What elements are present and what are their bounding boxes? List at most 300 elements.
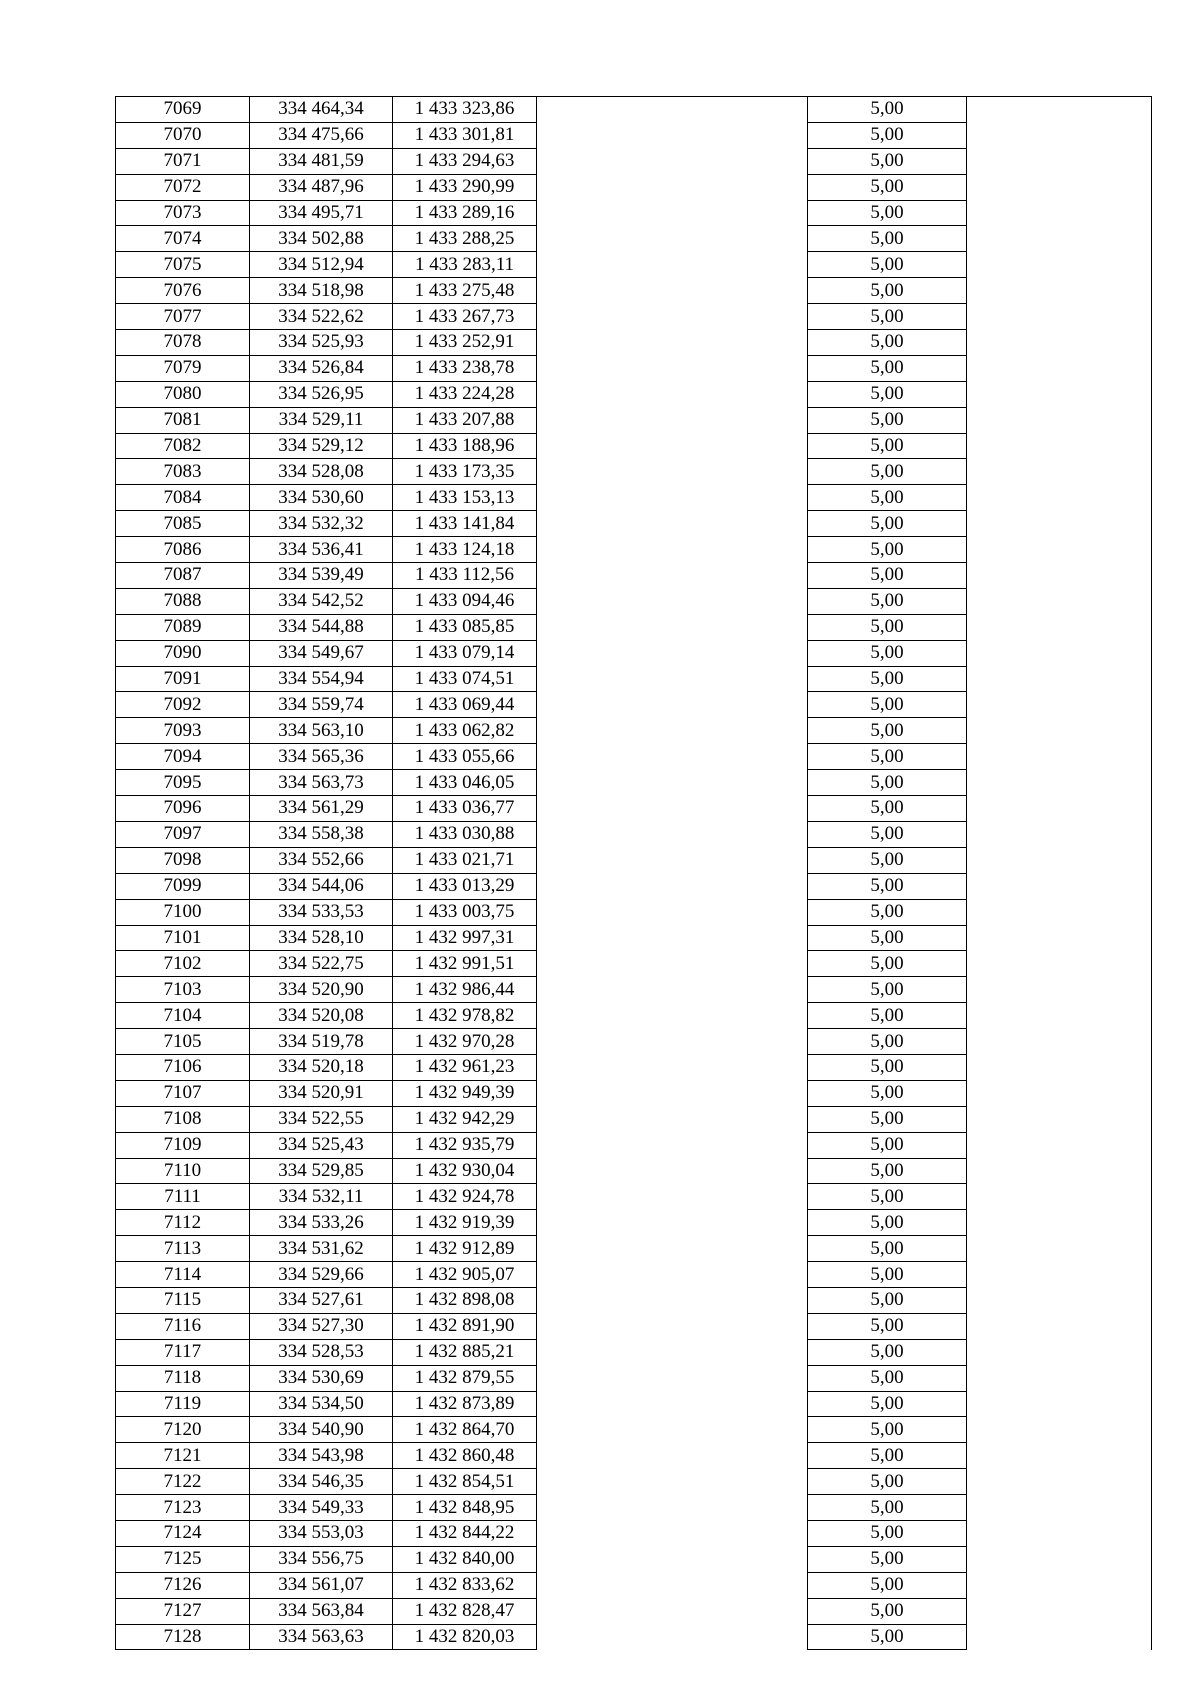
point-number-cell: 7108 <box>116 1106 250 1132</box>
point-number-cell: 7117 <box>116 1339 250 1365</box>
y-coordinate-cell: 1 433 112,56 <box>393 563 537 589</box>
point-number-cell: 7079 <box>116 355 250 381</box>
description-cell <box>537 122 808 148</box>
x-coordinate-cell: 334 539,49 <box>250 563 393 589</box>
accuracy-cell: 5,00 <box>808 1210 967 1236</box>
table-row <box>116 148 1152 174</box>
y-coordinate-cell: 1 433 036,77 <box>393 796 537 822</box>
accuracy-cell: 5,00 <box>808 925 967 951</box>
accuracy-cell: 5,00 <box>808 951 967 977</box>
y-coordinate-cell: 1 433 021,71 <box>393 847 537 873</box>
accuracy-cell: 5,00 <box>808 744 967 770</box>
note-cell <box>967 640 1152 666</box>
description-cell <box>537 1443 808 1469</box>
y-coordinate-cell: 1 432 848,95 <box>393 1495 537 1521</box>
table-row <box>116 278 1152 304</box>
note-cell <box>967 951 1152 977</box>
table-row <box>116 614 1152 640</box>
y-coordinate-cell: 1 433 141,84 <box>393 511 537 537</box>
accuracy-cell: 5,00 <box>808 1158 967 1184</box>
accuracy-cell: 5,00 <box>808 1624 967 1650</box>
x-coordinate-cell: 334 487,96 <box>250 174 393 200</box>
note-cell <box>967 1469 1152 1495</box>
x-coordinate-cell: 334 530,69 <box>250 1365 393 1391</box>
y-coordinate-cell: 1 432 844,22 <box>393 1520 537 1546</box>
table-row <box>116 1054 1152 1080</box>
point-number-cell: 7119 <box>116 1391 250 1417</box>
table-row <box>116 1469 1152 1495</box>
note-cell <box>967 977 1152 1003</box>
x-coordinate-cell: 334 559,74 <box>250 692 393 718</box>
note-cell <box>967 1443 1152 1469</box>
x-coordinate-cell: 334 549,33 <box>250 1495 393 1521</box>
note-cell <box>967 1106 1152 1132</box>
x-coordinate-cell: 334 554,94 <box>250 666 393 692</box>
table-row <box>116 770 1152 796</box>
x-coordinate-cell: 334 565,36 <box>250 744 393 770</box>
description-cell <box>537 1158 808 1184</box>
y-coordinate-cell: 1 432 978,82 <box>393 1003 537 1029</box>
note-cell <box>967 1184 1152 1210</box>
note-cell <box>967 226 1152 252</box>
accuracy-cell: 5,00 <box>808 252 967 278</box>
point-number-cell: 7088 <box>116 588 250 614</box>
description-cell <box>537 614 808 640</box>
y-coordinate-cell: 1 432 840,00 <box>393 1546 537 1572</box>
point-number-cell: 7074 <box>116 226 250 252</box>
description-cell <box>537 640 808 666</box>
table-row <box>116 304 1152 330</box>
table-row <box>116 381 1152 407</box>
x-coordinate-cell: 334 552,66 <box>250 847 393 873</box>
note-cell <box>967 1132 1152 1158</box>
point-number-cell: 7118 <box>116 1365 250 1391</box>
point-number-cell: 7077 <box>116 304 250 330</box>
note-cell <box>967 511 1152 537</box>
x-coordinate-cell: 334 464,34 <box>250 97 393 123</box>
point-number-cell: 7083 <box>116 459 250 485</box>
x-coordinate-cell: 334 540,90 <box>250 1417 393 1443</box>
accuracy-cell: 5,00 <box>808 1313 967 1339</box>
table-row <box>116 1106 1152 1132</box>
x-coordinate-cell: 334 520,91 <box>250 1080 393 1106</box>
y-coordinate-cell: 1 432 997,31 <box>393 925 537 951</box>
description-cell <box>537 1029 808 1055</box>
y-coordinate-cell: 1 433 288,25 <box>393 226 537 252</box>
accuracy-cell: 5,00 <box>808 226 967 252</box>
x-coordinate-cell: 334 553,03 <box>250 1520 393 1546</box>
note-cell <box>967 330 1152 356</box>
note-cell <box>967 873 1152 899</box>
x-coordinate-cell: 334 527,61 <box>250 1287 393 1313</box>
note-cell <box>967 1003 1152 1029</box>
note-cell <box>967 485 1152 511</box>
accuracy-cell: 5,00 <box>808 1236 967 1262</box>
table-row <box>116 977 1152 1003</box>
x-coordinate-cell: 334 525,93 <box>250 330 393 356</box>
table-row <box>116 1262 1152 1288</box>
point-number-cell: 7109 <box>116 1132 250 1158</box>
y-coordinate-cell: 1 433 224,28 <box>393 381 537 407</box>
accuracy-cell: 5,00 <box>808 847 967 873</box>
point-number-cell: 7091 <box>116 666 250 692</box>
x-coordinate-cell: 334 563,63 <box>250 1624 393 1650</box>
note-cell <box>967 925 1152 951</box>
point-number-cell: 7087 <box>116 563 250 589</box>
table-row <box>116 1029 1152 1055</box>
note-cell <box>967 1598 1152 1624</box>
note-cell <box>967 847 1152 873</box>
accuracy-cell: 5,00 <box>808 1598 967 1624</box>
point-number-cell: 7093 <box>116 718 250 744</box>
note-cell <box>967 666 1152 692</box>
x-coordinate-cell: 334 512,94 <box>250 252 393 278</box>
description-cell <box>537 407 808 433</box>
note-cell <box>967 718 1152 744</box>
accuracy-cell: 5,00 <box>808 1132 967 1158</box>
description-cell <box>537 537 808 563</box>
x-coordinate-cell: 334 495,71 <box>250 200 393 226</box>
note-cell <box>967 148 1152 174</box>
note-cell <box>967 1365 1152 1391</box>
note-cell <box>967 1572 1152 1598</box>
y-coordinate-cell: 1 433 094,46 <box>393 588 537 614</box>
description-cell <box>537 174 808 200</box>
x-coordinate-cell: 334 563,73 <box>250 770 393 796</box>
table-row <box>116 563 1152 589</box>
x-coordinate-cell: 334 561,07 <box>250 1572 393 1598</box>
table-row <box>116 1132 1152 1158</box>
point-number-cell: 7086 <box>116 537 250 563</box>
description-cell <box>537 1572 808 1598</box>
table-row <box>116 1546 1152 1572</box>
x-coordinate-cell: 334 475,66 <box>250 122 393 148</box>
accuracy-cell: 5,00 <box>808 97 967 123</box>
y-coordinate-cell: 1 433 124,18 <box>393 537 537 563</box>
note-cell <box>967 770 1152 796</box>
y-coordinate-cell: 1 432 833,62 <box>393 1572 537 1598</box>
point-number-cell: 7096 <box>116 796 250 822</box>
y-coordinate-cell: 1 432 905,07 <box>393 1262 537 1288</box>
accuracy-cell: 5,00 <box>808 1495 967 1521</box>
y-coordinate-cell: 1 433 030,88 <box>393 821 537 847</box>
table-row <box>116 97 1152 123</box>
point-number-cell: 7099 <box>116 873 250 899</box>
table-row <box>116 847 1152 873</box>
note-cell <box>967 1080 1152 1106</box>
point-number-cell: 7078 <box>116 330 250 356</box>
y-coordinate-cell: 1 432 854,51 <box>393 1469 537 1495</box>
accuracy-cell: 5,00 <box>808 1443 967 1469</box>
description-cell <box>537 666 808 692</box>
x-coordinate-cell: 334 532,32 <box>250 511 393 537</box>
x-coordinate-cell: 334 520,08 <box>250 1003 393 1029</box>
description-cell <box>537 1262 808 1288</box>
x-coordinate-cell: 334 526,84 <box>250 355 393 381</box>
table-row <box>116 1391 1152 1417</box>
description-cell <box>537 744 808 770</box>
note-cell <box>967 563 1152 589</box>
note-cell <box>967 174 1152 200</box>
point-number-cell: 7113 <box>116 1236 250 1262</box>
accuracy-cell: 5,00 <box>808 666 967 692</box>
table-row <box>116 1443 1152 1469</box>
y-coordinate-cell: 1 432 991,51 <box>393 951 537 977</box>
note-cell <box>967 1624 1152 1650</box>
table-row <box>116 1184 1152 1210</box>
y-coordinate-cell: 1 433 074,51 <box>393 666 537 692</box>
table-row <box>116 899 1152 925</box>
description-cell <box>537 148 808 174</box>
description-cell <box>537 485 808 511</box>
y-coordinate-cell: 1 433 283,11 <box>393 252 537 278</box>
note-cell <box>967 200 1152 226</box>
y-coordinate-cell: 1 433 301,81 <box>393 122 537 148</box>
accuracy-cell: 5,00 <box>808 148 967 174</box>
table-row <box>116 1598 1152 1624</box>
y-coordinate-cell: 1 432 885,21 <box>393 1339 537 1365</box>
y-coordinate-cell: 1 433 267,73 <box>393 304 537 330</box>
table-row <box>116 951 1152 977</box>
note-cell <box>967 1287 1152 1313</box>
description-cell <box>537 1469 808 1495</box>
description-cell <box>537 1520 808 1546</box>
table-row <box>116 692 1152 718</box>
table-row <box>116 511 1152 537</box>
point-number-cell: 7097 <box>116 821 250 847</box>
x-coordinate-cell: 334 561,29 <box>250 796 393 822</box>
note-cell <box>967 1236 1152 1262</box>
accuracy-cell: 5,00 <box>808 511 967 537</box>
y-coordinate-cell: 1 432 970,28 <box>393 1029 537 1055</box>
accuracy-cell: 5,00 <box>808 563 967 589</box>
description-cell <box>537 588 808 614</box>
y-coordinate-cell: 1 432 961,23 <box>393 1054 537 1080</box>
accuracy-cell: 5,00 <box>808 1029 967 1055</box>
note-cell <box>967 381 1152 407</box>
y-coordinate-cell: 1 432 919,39 <box>393 1210 537 1236</box>
point-number-cell: 7112 <box>116 1210 250 1236</box>
note-cell <box>967 1520 1152 1546</box>
accuracy-cell: 5,00 <box>808 174 967 200</box>
x-coordinate-cell: 334 533,26 <box>250 1210 393 1236</box>
point-number-cell: 7128 <box>116 1624 250 1650</box>
note-cell <box>967 821 1152 847</box>
y-coordinate-cell: 1 432 873,89 <box>393 1391 537 1417</box>
table-row <box>116 122 1152 148</box>
description-cell <box>537 796 808 822</box>
table-row <box>116 1236 1152 1262</box>
description-cell <box>537 433 808 459</box>
point-number-cell: 7089 <box>116 614 250 640</box>
y-coordinate-cell: 1 432 828,47 <box>393 1598 537 1624</box>
point-number-cell: 7127 <box>116 1598 250 1624</box>
table-row <box>116 1365 1152 1391</box>
accuracy-cell: 5,00 <box>808 1184 967 1210</box>
accuracy-cell: 5,00 <box>808 588 967 614</box>
description-cell <box>537 951 808 977</box>
accuracy-cell: 5,00 <box>808 1054 967 1080</box>
y-coordinate-cell: 1 433 188,96 <box>393 433 537 459</box>
y-coordinate-cell: 1 432 820,03 <box>393 1624 537 1650</box>
accuracy-cell: 5,00 <box>808 640 967 666</box>
table-row <box>116 537 1152 563</box>
note-cell <box>967 304 1152 330</box>
x-coordinate-cell: 334 529,11 <box>250 407 393 433</box>
accuracy-cell: 5,00 <box>808 407 967 433</box>
table-row <box>116 1313 1152 1339</box>
description-cell <box>537 1365 808 1391</box>
description-cell <box>537 355 808 381</box>
point-number-cell: 7123 <box>116 1495 250 1521</box>
table-row <box>116 1287 1152 1313</box>
description-cell <box>537 1287 808 1313</box>
note-cell <box>967 1546 1152 1572</box>
point-number-cell: 7122 <box>116 1469 250 1495</box>
description-cell <box>537 381 808 407</box>
table-row <box>116 821 1152 847</box>
description-cell <box>537 873 808 899</box>
y-coordinate-cell: 1 433 069,44 <box>393 692 537 718</box>
y-coordinate-cell: 1 433 079,14 <box>393 640 537 666</box>
x-coordinate-cell: 334 563,10 <box>250 718 393 744</box>
description-cell <box>537 511 808 537</box>
point-number-cell: 7103 <box>116 977 250 1003</box>
table-row <box>116 1158 1152 1184</box>
note-cell <box>967 122 1152 148</box>
point-number-cell: 7094 <box>116 744 250 770</box>
note-cell <box>967 1339 1152 1365</box>
description-cell <box>537 770 808 796</box>
x-coordinate-cell: 334 518,98 <box>250 278 393 304</box>
note-cell <box>967 796 1152 822</box>
x-coordinate-cell: 334 543,98 <box>250 1443 393 1469</box>
description-cell <box>537 1236 808 1262</box>
note-cell <box>967 1391 1152 1417</box>
y-coordinate-cell: 1 432 924,78 <box>393 1184 537 1210</box>
description-cell <box>537 1003 808 1029</box>
point-number-cell: 7121 <box>116 1443 250 1469</box>
table-row <box>116 200 1152 226</box>
y-coordinate-cell: 1 433 207,88 <box>393 407 537 433</box>
x-coordinate-cell: 334 532,11 <box>250 1184 393 1210</box>
y-coordinate-cell: 1 433 173,35 <box>393 459 537 485</box>
description-cell <box>537 252 808 278</box>
table-row <box>116 1572 1152 1598</box>
description-cell <box>537 200 808 226</box>
point-number-cell: 7124 <box>116 1520 250 1546</box>
x-coordinate-cell: 334 526,95 <box>250 381 393 407</box>
point-number-cell: 7107 <box>116 1080 250 1106</box>
x-coordinate-cell: 334 525,43 <box>250 1132 393 1158</box>
note-cell <box>967 588 1152 614</box>
x-coordinate-cell: 334 544,06 <box>250 873 393 899</box>
point-number-cell: 7080 <box>116 381 250 407</box>
point-number-cell: 7114 <box>116 1262 250 1288</box>
description-cell <box>537 1598 808 1624</box>
description-cell <box>537 1417 808 1443</box>
accuracy-cell: 5,00 <box>808 304 967 330</box>
x-coordinate-cell: 334 533,53 <box>250 899 393 925</box>
x-coordinate-cell: 334 536,41 <box>250 537 393 563</box>
point-number-cell: 7098 <box>116 847 250 873</box>
description-cell <box>537 304 808 330</box>
table-row <box>116 796 1152 822</box>
table-row <box>116 666 1152 692</box>
x-coordinate-cell: 334 531,62 <box>250 1236 393 1262</box>
accuracy-cell: 5,00 <box>808 1339 967 1365</box>
point-number-cell: 7092 <box>116 692 250 718</box>
note-cell <box>967 433 1152 459</box>
note-cell <box>967 1262 1152 1288</box>
description-cell <box>537 977 808 1003</box>
y-coordinate-cell: 1 433 013,29 <box>393 873 537 899</box>
note-cell <box>967 1158 1152 1184</box>
point-number-cell: 7069 <box>116 97 250 123</box>
x-coordinate-cell: 334 544,88 <box>250 614 393 640</box>
accuracy-cell: 5,00 <box>808 122 967 148</box>
y-coordinate-cell: 1 432 930,04 <box>393 1158 537 1184</box>
accuracy-cell: 5,00 <box>808 330 967 356</box>
note-cell <box>967 252 1152 278</box>
y-coordinate-cell: 1 433 252,91 <box>393 330 537 356</box>
description-cell <box>537 459 808 485</box>
description-cell <box>537 1624 808 1650</box>
x-coordinate-cell: 334 546,35 <box>250 1469 393 1495</box>
x-coordinate-cell: 334 529,66 <box>250 1262 393 1288</box>
note-cell <box>967 1313 1152 1339</box>
point-number-cell: 7070 <box>116 122 250 148</box>
y-coordinate-cell: 1 433 055,66 <box>393 744 537 770</box>
accuracy-cell: 5,00 <box>808 381 967 407</box>
accuracy-cell: 5,00 <box>808 1520 967 1546</box>
note-cell <box>967 97 1152 123</box>
x-coordinate-cell: 334 549,67 <box>250 640 393 666</box>
point-number-cell: 7111 <box>116 1184 250 1210</box>
accuracy-cell: 5,00 <box>808 692 967 718</box>
x-coordinate-cell: 334 528,10 <box>250 925 393 951</box>
description-cell <box>537 1106 808 1132</box>
coordinates-table-body <box>116 97 1152 1650</box>
point-number-cell: 7110 <box>116 1158 250 1184</box>
y-coordinate-cell: 1 433 290,99 <box>393 174 537 200</box>
accuracy-cell: 5,00 <box>808 1080 967 1106</box>
accuracy-cell: 5,00 <box>808 718 967 744</box>
table-row <box>116 925 1152 951</box>
accuracy-cell: 5,00 <box>808 977 967 1003</box>
description-cell <box>537 1184 808 1210</box>
note-cell <box>967 537 1152 563</box>
y-coordinate-cell: 1 433 294,63 <box>393 148 537 174</box>
y-coordinate-cell: 1 432 949,39 <box>393 1080 537 1106</box>
x-coordinate-cell: 334 530,60 <box>250 485 393 511</box>
description-cell <box>537 692 808 718</box>
description-cell <box>537 278 808 304</box>
table-row <box>116 1080 1152 1106</box>
y-coordinate-cell: 1 432 935,79 <box>393 1132 537 1158</box>
point-number-cell: 7101 <box>116 925 250 951</box>
accuracy-cell: 5,00 <box>808 1546 967 1572</box>
description-cell <box>537 1391 808 1417</box>
table-row <box>116 588 1152 614</box>
note-cell <box>967 1210 1152 1236</box>
x-coordinate-cell: 334 558,38 <box>250 821 393 847</box>
y-coordinate-cell: 1 433 046,05 <box>393 770 537 796</box>
description-cell <box>537 1210 808 1236</box>
y-coordinate-cell: 1 432 879,55 <box>393 1365 537 1391</box>
y-coordinate-cell: 1 433 085,85 <box>393 614 537 640</box>
note-cell <box>967 1054 1152 1080</box>
